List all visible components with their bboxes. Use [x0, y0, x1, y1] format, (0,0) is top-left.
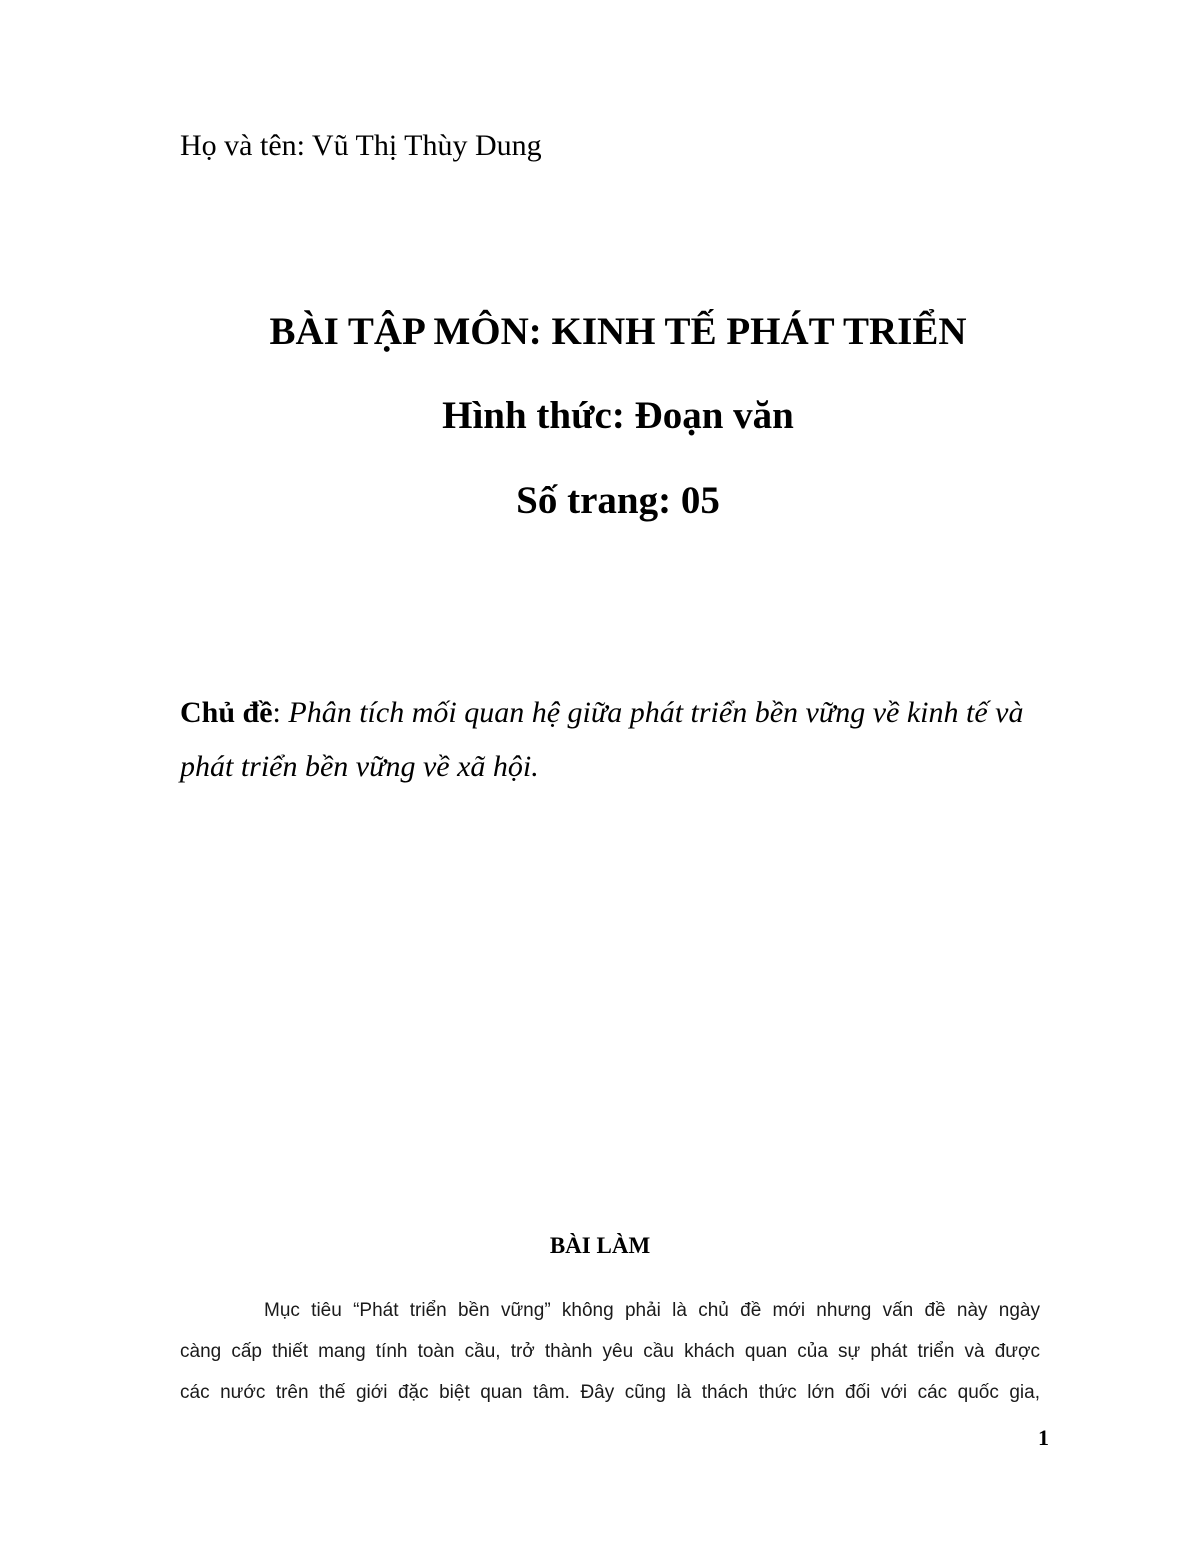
page-number: 1	[1038, 1425, 1049, 1450]
body-line: các nước trên thế giới đặc biệt quan tâm. Đây cũng là thách thức lớn đối với các quốc gia,	[180, 1382, 1040, 1403]
topic-text: Phân tích mối quan hệ giữa phát triển bền vững về kinh tế và phát triển bền vững về xã hội.	[180, 696, 1024, 783]
body-line: càng cấp thiết mang tính toàn cầu, trở thành yêu cầu khách quan của sự phát triển và được	[180, 1341, 1040, 1362]
assignment-form: Hình thức: Đoạn văn	[442, 394, 794, 437]
author-line: Họ và tên: Vũ Thị Thùy Dung	[180, 129, 542, 162]
body-line: Mục tiêu “Phát triển bền vững” không phải là chủ đề mới nhưng vấn đề này ngày	[264, 1300, 1040, 1321]
section-heading: BÀI LÀM	[549, 1233, 651, 1258]
body-paragraph	[180, 1290, 1040, 1413]
assignment-title: BÀI TẬP MÔN: KINH TẾ PHÁT TRIỂN	[269, 310, 967, 353]
topic-block	[180, 686, 1060, 794]
topic-label: Chủ đề	[180, 696, 273, 729]
assignment-page-count: Số trang: 05	[516, 479, 720, 522]
topic-separator: :	[272, 696, 289, 729]
